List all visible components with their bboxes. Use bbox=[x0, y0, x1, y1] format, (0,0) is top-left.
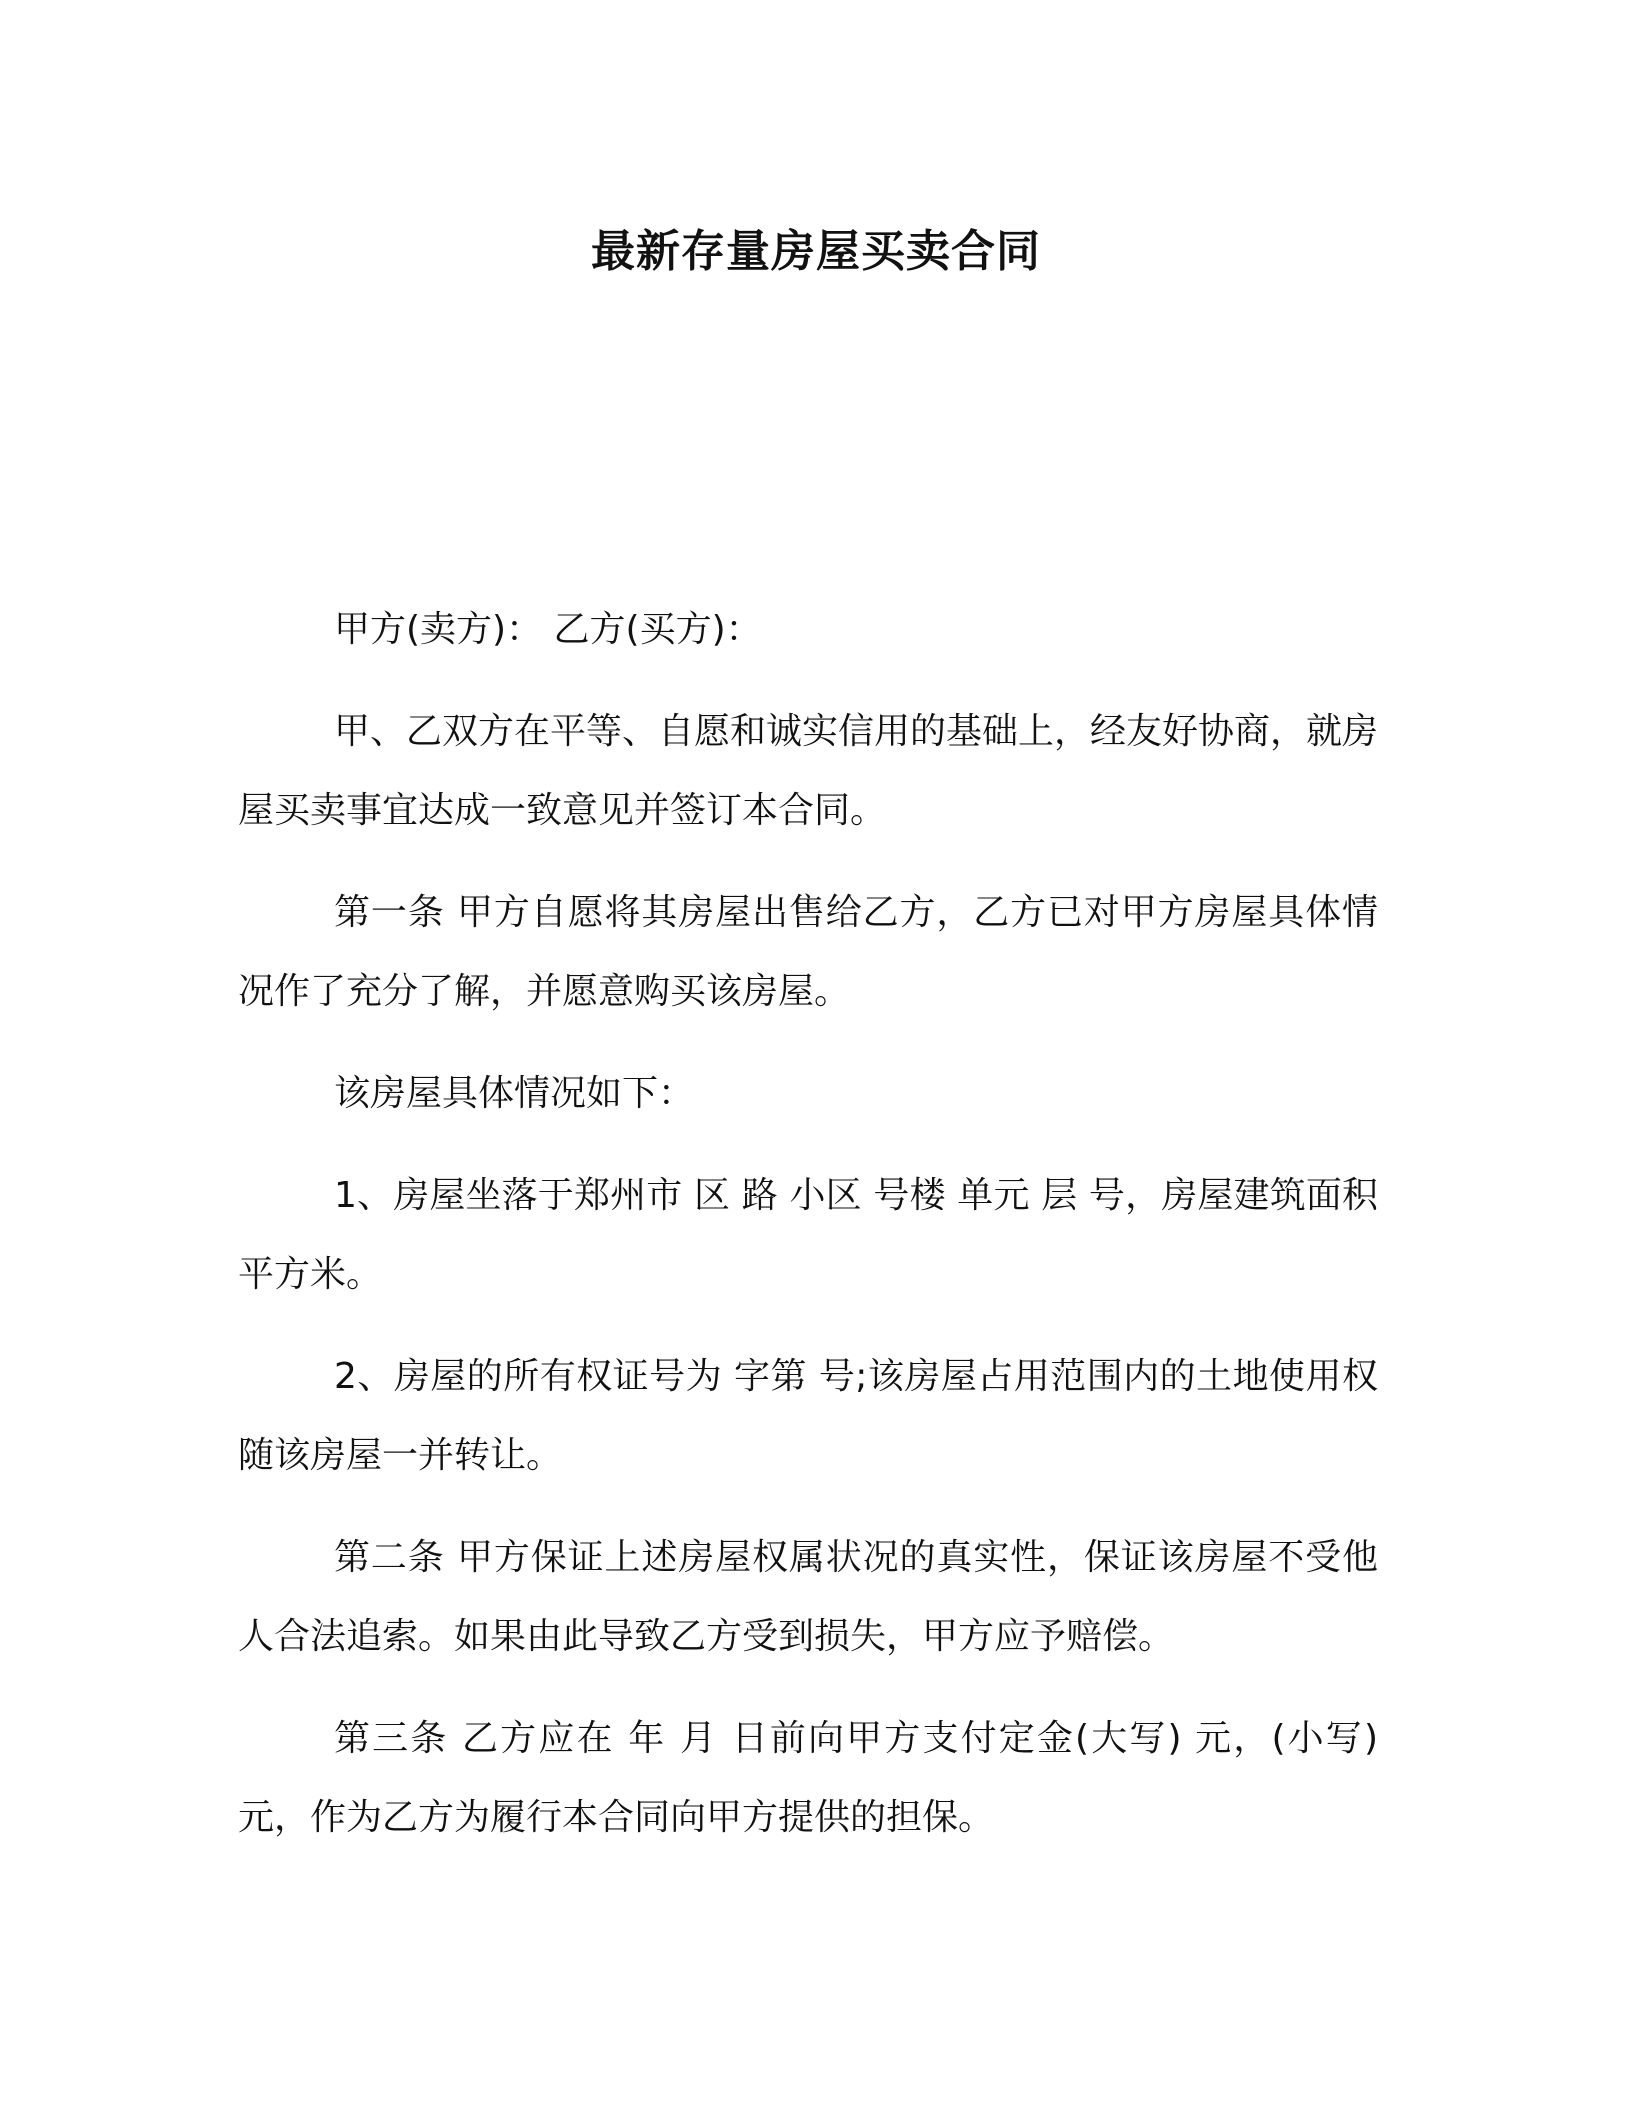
property-certificate-paragraph: 2、房屋的所有权证号为 字第 号;该房屋占用范围内的土地使用权随该房屋一并转让。 bbox=[238, 1356, 1378, 1476]
property-details-heading: 该房屋具体情况如下： bbox=[334, 1073, 695, 1114]
article-3-paragraph: 第三条 乙方应在 年 月 日前向甲方支付定金(大写) 元，(小写) 元，作为乙方为履行本合同向甲方提供的担保。 bbox=[238, 1718, 1378, 1838]
document-title: 最新存量房屋买卖合同 bbox=[591, 226, 1041, 277]
property-location-paragraph: 1、房屋坐落于郑州市 区 路 小区 号楼 单元 层 号，房屋建筑面积 平方米。 bbox=[238, 1175, 1378, 1295]
preamble-paragraph: 甲、乙双方在平等、自愿和诚实信用的基础上，经友好协商，就房屋买卖事宜达成一致意见并签订本合同。 bbox=[238, 711, 1379, 831]
document-body bbox=[238, 590, 1378, 1880]
article-2-paragraph: 第二条 甲方保证上述房屋权属状况的真实性，保证该房屋不受他人合法追索。如果由此导致乙方受到损失，甲方应予赔偿。 bbox=[238, 1537, 1378, 1657]
article-1-paragraph: 第一条 甲方自愿将其房屋出售给乙方，乙方已对甲方房屋具体情况作了充分了解，并愿意购买该房屋。 bbox=[238, 892, 1378, 1012]
party-line: 甲方(卖方)： 乙方(买方)： bbox=[334, 609, 762, 650]
